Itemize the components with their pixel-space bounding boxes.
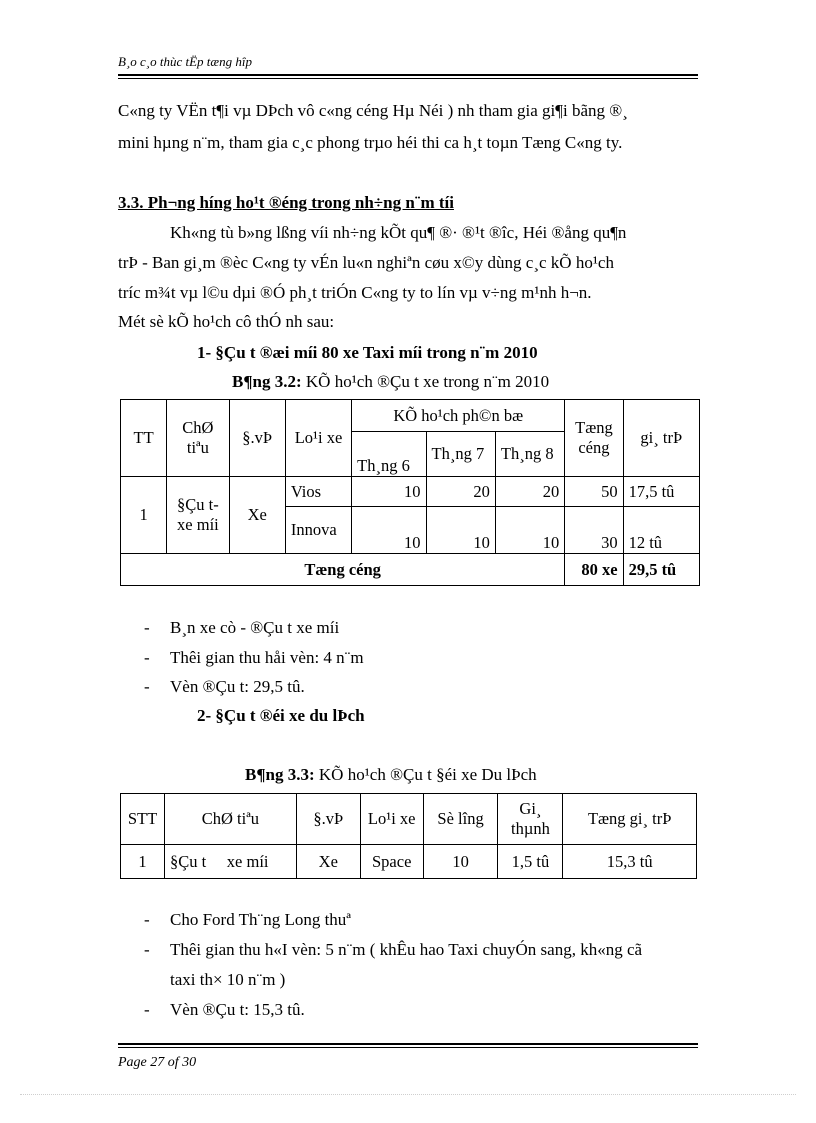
section-para-line-1: Kh«ng tù b»ng lßng víi nh÷ng kÕt qu¶ ®· ®¹t ®îc, Héi ®ång qu¶n bbox=[170, 223, 627, 242]
bullet-dash: - bbox=[144, 910, 150, 929]
plan2-heading: 2- §Çu t ®éi xe du lÞch bbox=[197, 706, 365, 725]
caption-label: B¶ng 3.3: bbox=[245, 765, 315, 784]
row-t6: 10 bbox=[352, 507, 426, 554]
header-chitieu: ChØ tiªu bbox=[167, 400, 229, 477]
header-thang6: Th¸ng 6 bbox=[352, 432, 426, 477]
page-header: B¸o c¸o thùc tËp tæng hîp bbox=[118, 54, 252, 69]
header-thang8: Th¸ng 8 bbox=[495, 432, 564, 477]
bullet-dash: - bbox=[144, 618, 150, 637]
header-tt: TT bbox=[121, 400, 167, 477]
row-chitieu: §Çu t xe míi bbox=[164, 845, 296, 879]
header-tong: Tæng céng bbox=[565, 400, 623, 477]
header-chitieu: ChØ tiªu bbox=[164, 794, 296, 845]
row-dvt: Xe bbox=[229, 477, 285, 554]
row-loai: Innova bbox=[285, 507, 351, 554]
section-para-line-4: Mét sè kÕ ho¹ch cô thÓ nh sau: bbox=[118, 312, 335, 331]
header-stt: STT bbox=[121, 794, 165, 845]
document-page: B¸o c¸o thùc tËp tæng hîp C«ng ty VËn t¶i vµ DÞch vô c«ng céng Hµ Néi ) nh tham gia gi¶i bãng ®¸ mini hµng n¨m, tham gia c¸c phong trµo héi thi ca h¸t toµn Tæng C«ng ty. 3.3. Ph¬ng híng ho¹t ®éng trong nh÷ng n¨m tíi Kh«ng tù b»ng lßng víi nh÷ng kÕt qu¶ ®· ®¹t ®îc, Héi ®ång qu¶n trÞ - Ban gi¸m ®èc C«ng ty vÉn lu«n nghiªn cøu x©y dùng c¸c kÕ ho¹ch tríc m¾t vµ l©u dµi ®Ó ph¸t triÓn C«ng ty to lín vµ v÷ng m¹nh h¬n. Mét sè kÕ ho¹ch cô thÓ nh sau: 1- §Çu t ®æi míi 80 xe Taxi míi trong n¨m 2010 B¶ng 3.2: KÕ ho¹ch ®Çu t xe trong n¨m 2010 TT ChØ tiªu §.vÞ Lo¹i xe KÕ ho¹ch ph©n bæ Tæng céng gi¸ trÞ Th¸ng 6 Th¸ng 7 Th¸ng 8 1 §Çu t xe míi Xe Vios 10 20 20 50 17,5 tû Innova 10 10 10 30 12 tû Tæng céng 80 xe 29,5 tû - B¸n xe cò - ®Çu t xe míi - Thêi gian thu håi vèn: 4 n¨m - Vèn ®Çu t: 29,5 tû. 2- §Çu t ®éi xe du lÞch B¶ng 3.3: KÕ ho¹ch ®Çu t §éi xe Du lÞch STT ChØ tiªu §.vÞ Lo¹i xe Sè lîng Gi¸ thµnh Tæng gi¸ trÞ 1 §Çu t xe míi Xe Space 10 1,5 tû 15,3 tû - Cho Ford Th¨ng Long thuª - Thêi gian thu h«I vèn: 5 n¨m ( khÊu hao Taxi chuyÓn sang, kh«ng cã taxi th× 10 n¨m ) - Vèn ®Çu t: 15,3 tû. Page 27 of 30 bbox=[0, 0, 816, 1123]
row-t8: 20 bbox=[495, 477, 564, 507]
footer-rule-thin bbox=[118, 1047, 698, 1048]
row-tong: 15,3 tû bbox=[563, 845, 697, 879]
row-t7: 20 bbox=[426, 477, 495, 507]
header-kehoach: KÕ ho¹ch ph©n bæ bbox=[352, 400, 565, 432]
intro-line-2: mini hµng n¨m, tham gia c¸c phong trµo héi thi ca h¸t toµn Tæng C«ng ty. bbox=[118, 133, 623, 152]
page-footer: Page 27 of 30 bbox=[118, 1055, 197, 1070]
intro-line-1: C«ng ty VËn t¶i vµ DÞch vô c«ng céng Hµ Néi ) nh tham gia gi¶i bãng ®¸ bbox=[118, 101, 628, 120]
caption-text: KÕ ho¹ch ®Çu t §éi xe Du lÞch bbox=[314, 765, 537, 784]
row-gia: 1,5 tû bbox=[498, 845, 563, 879]
table-3-2-caption bbox=[232, 372, 549, 392]
table-3-2 bbox=[120, 399, 700, 586]
header-rule bbox=[118, 74, 698, 76]
footer-rule bbox=[118, 1043, 698, 1045]
bullet-dash: - bbox=[144, 1000, 150, 1019]
row-dvt: Xe bbox=[296, 845, 360, 879]
caption-label: B¶ng 3.2: bbox=[232, 372, 302, 391]
table-3-3-caption bbox=[245, 765, 537, 785]
header-tong: Tæng gi¸ trÞ bbox=[563, 794, 697, 845]
bullet-dash: - bbox=[144, 648, 150, 667]
bullet-dash: - bbox=[144, 677, 150, 696]
table-3-3 bbox=[120, 793, 697, 879]
row-stt: 1 bbox=[121, 845, 165, 879]
row-tong: 30 bbox=[565, 507, 623, 554]
section-para-line-2: trÞ - Ban gi¸m ®èc C«ng ty vÉn lu«n nghiªn cøu x©y dùng c¸c kÕ ho¹ch bbox=[118, 253, 614, 272]
total-label: Tæng céng bbox=[121, 554, 565, 586]
plan2-bullet-continuation: taxi th× 10 n¨m ) bbox=[170, 970, 286, 989]
total-gitri: 29,5 tû bbox=[623, 554, 699, 586]
row-soluong: 10 bbox=[423, 845, 498, 879]
row-chitieu: §Çu t xe míi bbox=[167, 477, 229, 554]
header-dvt: §.vÞ bbox=[296, 794, 360, 845]
row-gitri: 12 tû bbox=[623, 507, 699, 554]
row-gitri: 17,5 tû bbox=[623, 477, 699, 507]
row-t8: 10 bbox=[495, 507, 564, 554]
row-loai: Vios bbox=[285, 477, 351, 507]
caption-text: KÕ ho¹ch ®Çu t xe trong n¨m 2010 bbox=[301, 372, 550, 391]
row-t6: 10 bbox=[352, 477, 426, 507]
header-thang7: Th¸ng 7 bbox=[426, 432, 495, 477]
bullet-dash: - bbox=[144, 940, 150, 959]
header-soluong: Sè lîng bbox=[423, 794, 498, 845]
section-heading: 3.3. Ph¬ng híng ho¹t ®éng trong nh÷ng n¨m tíi bbox=[118, 193, 454, 212]
header-gia: Gi¸ thµnh bbox=[498, 794, 563, 845]
header-loai: Lo¹i xe bbox=[360, 794, 423, 845]
page-break-line bbox=[20, 1094, 796, 1095]
row-t7: 10 bbox=[426, 507, 495, 554]
header-gitri: gi¸ trÞ bbox=[623, 400, 699, 477]
header-loai: Lo¹i xe bbox=[285, 400, 351, 477]
row-tong: 50 bbox=[565, 477, 623, 507]
plan1-heading: 1- §Çu t ®æi míi 80 xe Taxi míi trong n¨m 2010 bbox=[197, 343, 538, 362]
row-tt: 1 bbox=[121, 477, 167, 554]
header-rule-thin bbox=[118, 78, 698, 79]
row-loai: Space bbox=[360, 845, 423, 879]
section-para-line-3: tríc m¾t vµ l©u dµi ®Ó ph¸t triÓn C«ng ty to lín vµ v÷ng m¹nh h¬n. bbox=[118, 283, 592, 302]
total-xe: 80 xe bbox=[565, 554, 623, 586]
header-dvt: §.vÞ bbox=[229, 400, 285, 477]
